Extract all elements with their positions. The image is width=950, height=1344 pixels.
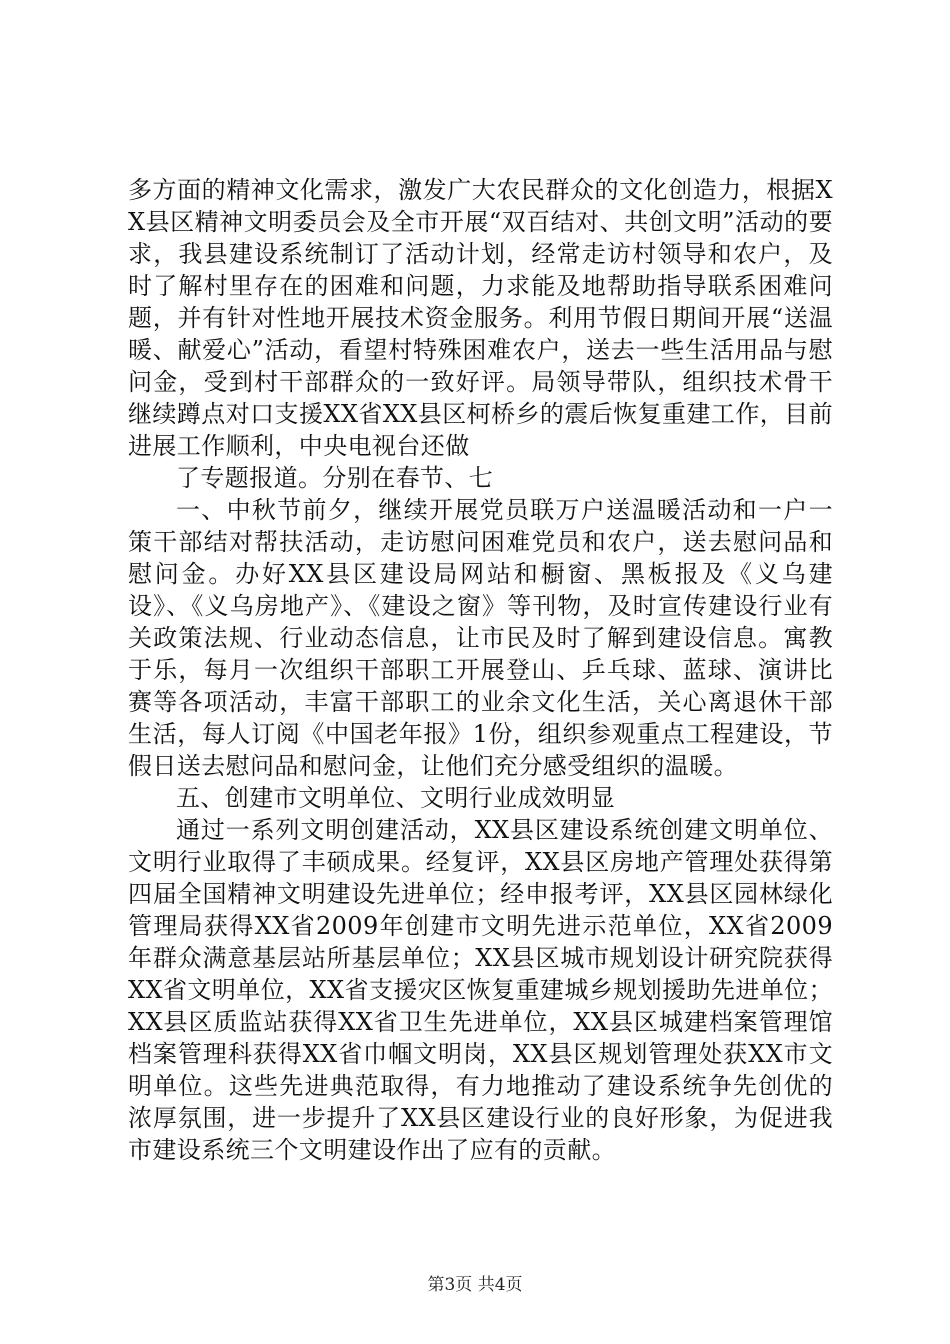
page-footer: 第3页 共4页 <box>427 1275 523 1295</box>
document-body <box>128 174 833 1166</box>
paragraph-2: 了专题报道。分别在春节、七 <box>176 464 494 492</box>
paragraph-4: 通过一系列文明创建活动，XX县区建设系统创建文明单位、文明行业取得了丰硕成果。经复评，XX县区房地产管理处获得第四届全国精神文明建设先进单位；经申报考评，XX县区园林绿化管理局获得XX省2009年创建市文明先进示范单位，XX省2009年群众满意基层站所基层单位；XX县区城市规划设计研究院获得XX省文明单位，XX省支援灾区恢复重建城乡规划援助先进单位；XX县区质监站获得XX省卫生先进单位，XX县区城建档案管理馆档案管理科获得XX省巾帼文明岗，XX县区规划管理处获XX市文明单位。这些先进典范取得，有力地推动了建设系统争先创优的浓厚氛围，进一步提升了XX县区建设行业的良好形象，为促进我市建设系统三个文明建设作出了应有的贡献。 <box>128 816 833 1164</box>
section-heading: 五、创建市文明单位、文明行业成效明显 <box>176 784 616 812</box>
paragraph-1: 多方面的精神文化需求，激发广大农民群众的文化创造力，根据XX县区精神文明委员会及全市开展“双百结对、共创文明”活动的要求，我县建设系统制订了活动计划，经常走访村领导和农户，及时了解村里存在的困难和问题，力求能及地帮助指导联系困难问题，并有针对性地开展技术资金服务。利用节假日期间开展“送温暖、献爱心”活动，看望村特殊困难农户，送去一些生活用品与慰问金，受到村干部群众的一致好评。局领导带队，组织技术骨干继续蹲点对口支援XX省XX县区柯桥乡的震后恢复重建工作，目前进展工作顺利，中央电视台还做 <box>128 176 833 460</box>
paragraph-3: 一、中秋节前夕，继续开展党员联万户送温暖活动和一户一策干部结对帮扶活动，走访慰问困难党员和农户，送去慰问品和慰问金。办好XX县区建设局网站和橱窗、黑板报及《义乌建设》、《义乌房地产》、《建设之窗》等刊物，及时宣传建设行业有关政策法规、行业动态信息，让市民及时了解到建设信息。寓教于乐，每月一次组织干部职工开展登山、乒乓球、蓝球、演讲比赛等各项活动，丰富干部职工的业余文化生活，关心离退休干部生活，每人订阅《中国老年报》1份，组织参观重点工程建设，节假日送去慰问品和慰问金，让他们充分感受组织的温暖。 <box>128 496 833 780</box>
